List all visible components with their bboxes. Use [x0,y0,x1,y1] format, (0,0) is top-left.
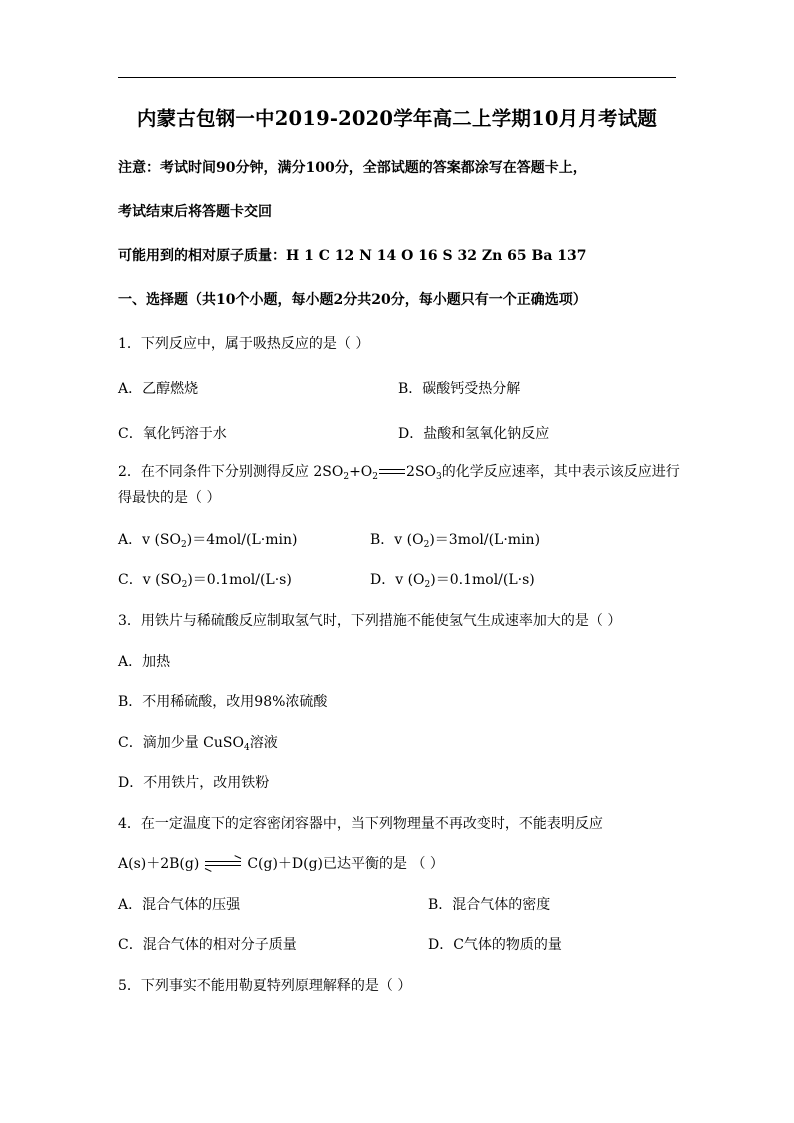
q1-option-b: B．碳酸钙受热分解 [398,381,521,397]
atomic-masses: 可能用到的相对原子质量：H 1 C 12 N 14 O 16 S 32 Zn 65 Ba 137 [118,248,587,264]
q3-option-b: B．不用稀硫酸，改用98%浓硫酸 [118,694,328,710]
q1-stem: 1．下列反应中，属于吸热反应的是（ ） [118,336,370,352]
q1-option-d: D．盐酸和氢氧化钠反应 [398,426,550,442]
reversible-arrow-icon [205,859,241,869]
q4-stem: 4．在一定温度下的定容密闭容器中，当下列物理量不再改变时，不能表明反应 [118,816,603,832]
equilibrium-sign [379,468,405,476]
q4-option-a: A．混合气体的压强 [118,897,241,913]
header-rule [118,77,676,78]
q3-stem: 3．用铁片与稀硫酸反应制取氢气时，下列措施不能使氢气生成速率加大的是（ ） [118,613,622,629]
q1-option-a: A．乙醇燃烧 [118,381,199,397]
q3-option-a: A．加热 [118,654,171,670]
notice-line-2: 考试结束后将答题卡交回 [118,204,272,220]
q4-option-d: D．C气体的物质的量 [428,937,562,953]
q3-option-c: C．滴加少量 CuSO$_4$溶液 [118,735,278,753]
q3-option-d: D．不用铁片，改用铁粉 [118,775,270,791]
q2-option-a: A．v $(SO_2)=4mol/(L\cdot\min)$ [118,532,298,550]
q2-stem: 2．在不同条件下分别测得反应 $2SO_2+O_2$ $2SO_3$的化学反应速率，其中表示该反应进行 [118,464,680,482]
section-1-heading: 一、选择题（共10个小题，每小题2分共20分，每小题只有一个正确选项） [118,292,587,308]
q2-option-d: D．v $(O_2)=0.1mol/(L\cdot s)$ [370,572,535,590]
notice-line-1: 注意：考试时间90分钟，满分100分，全部试题的答案都涂写在答题卡上， [118,160,587,176]
q4-equation: A(s)＋2B(g) C(g)＋D(g)已达平衡的是 （ ） [118,856,444,872]
q2-stem-line2: 得最快的是（ ） [118,490,221,506]
q2-option-b: B．v $(O_2)=3mol/(L\cdot\min)$ [370,532,541,550]
q4-option-c: C．混合气体的相对分子质量 [118,937,297,953]
q1-option-c: C．氧化钙溶于水 [118,426,227,442]
q4-option-b: B．混合气体的密度 [428,897,551,913]
q5-stem: 5．下列事实不能用勒夏特列原理解释的是（ ） [118,978,412,994]
q2-option-c: C．v $(SO_2)=0.1mol/(L\cdot s)$ [118,572,292,590]
page-title: 内蒙古包钢一中2019-2020学年高二上学期10月月考试题 [136,107,658,130]
